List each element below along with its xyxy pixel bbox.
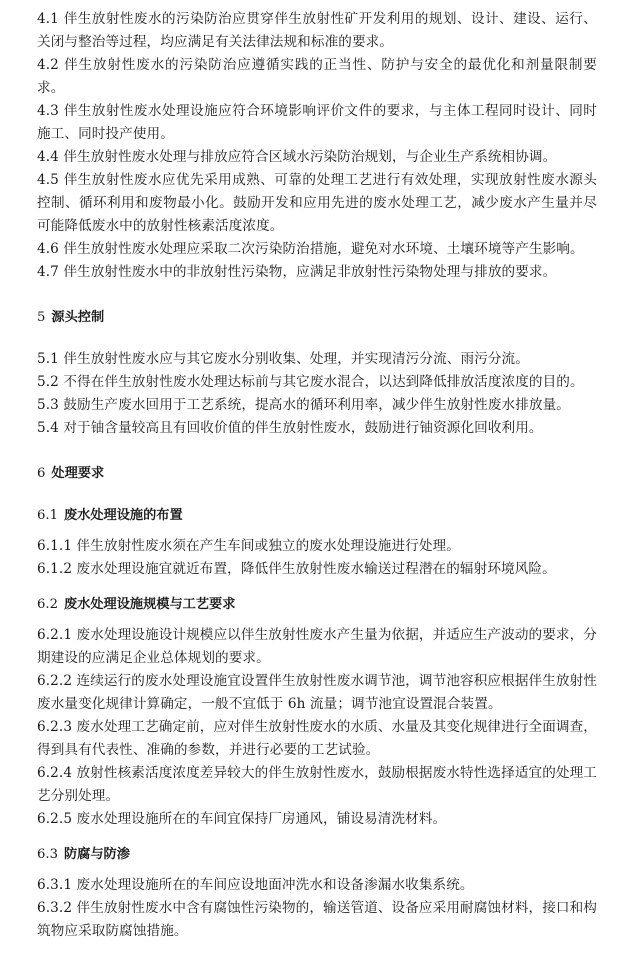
clause-6-1-1: 6.1.1 伴生放射性废水须在产生车间或独立的废水处理设施进行处理。 xyxy=(37,538,460,554)
clause-6-2-3: 6.2.3 废水处理工艺确定前，应对伴生放射性废水的水质、水量及其变化规律进行全面调查，得到具有代表性、准确的参数，并进行必要的工艺试验。 xyxy=(37,719,597,758)
clause-4-3: 4.3 伴生放射性废水处理设施应符合环境影响评价文件的要求，与主体工程同时设计、同时施工、同时投产使用。 xyxy=(37,103,597,142)
clause-4-2: 4.2 伴生放射性废水的污染防治应遵循实践的正当性、防护与安全的最优化和剂量限制要求。 xyxy=(37,57,597,96)
clause-5-3: 5.3 鼓励生产废水回用于工艺系统，提高水的循环利用率，减少伴生放射性废水排放量。 xyxy=(37,397,571,413)
clause-6-2-4: 6.2.4 放射性核素活度浓度差异较大的伴生放射性废水，鼓励根据废水特性选择适宜的处理工艺分别处理。 xyxy=(37,765,597,804)
clause-6-2-5: 6.2.5 废水处理设施所在的车间宜保持厂房通风，铺设易清洗材料。 xyxy=(37,811,447,827)
section-heading-5: 5 源头控制 xyxy=(37,310,105,325)
section-heading-6: 6 处理要求 xyxy=(37,466,105,481)
clause-4-6: 4.6 伴生放射性废水处理应采取二次污染防治措施，避免对水环境、土壤环境等产生影响。 xyxy=(37,241,584,257)
clause-6-1-2: 6.1.2 废水处理设施宜就近布置，降低伴生放射性废水输送过程潜在的辐射环境风险。 xyxy=(37,561,556,577)
clause-6-2-2: 6.2.2 连续运行的废水处理设施宜设置伴生放射性废水调节池，调节池容积应根据伴生放射性废水量变化规律计算确定，一般不宜低于 6h 流量；调节池宜设置混合装置。 xyxy=(37,673,597,712)
clause-6-2-1: 6.2.1 废水处理设施设计规模应以伴生放射性废水产生量为依据，并适应生产波动的要求，分期建设的应满足企业总体规划的要求。 xyxy=(37,627,597,666)
clause-4-4: 4.4 伴生放射性废水处理与排放应符合区域水污染防治规划，与企业生产系统相协调。 xyxy=(37,149,557,165)
clause-4-1: 4.1 伴生放射性废水的污染防治应贯穿伴生放射性矿开发利用的规划、设计、建设、运行、关闭与整治等过程，均应满足有关法律法规和标准的要求。 xyxy=(37,11,597,50)
document-page xyxy=(37,8,597,943)
clause-4-5: 4.5 伴生放射性废水应优先采用成熟、可靠的处理工艺进行有效处理，实现放射性废水源头控制、循环利用和废物最小化。鼓励开发和应用先进的废水处理工艺，减少废水产生量并尽可能降低废水中的放射性核素活度浓度。 xyxy=(37,172,597,234)
subsection-heading-6-1: 6.1 废水处理设施的布置 xyxy=(37,508,183,523)
clause-5-2: 5.2 不得在伴生放射性废水处理达标前与其它废水混合，以达到降低排放活度浓度的目的。 xyxy=(37,374,584,390)
subsection-heading-6-2: 6.2 废水处理设施规模与工艺要求 xyxy=(37,597,236,612)
clause-4-7: 4.7 伴生放射性废水中的非放射性污染物，应满足非放射性污染物处理与排放的要求。 xyxy=(37,264,557,280)
clause-6-3-1: 6.3.1 废水处理设施所在的车间应设地面冲洗水和设备渗漏水收集系统。 xyxy=(37,877,474,893)
subsection-heading-6-3: 6.3 防腐与防渗 xyxy=(37,847,130,862)
clause-5-1: 5.1 伴生放射性废水应与其它废水分别收集、处理，并实现清污分流、雨污分流。 xyxy=(37,351,529,367)
clause-5-4: 5.4 对于铀含量较高且有回收价值的伴生放射性废水，鼓励进行铀资源化回收利用。 xyxy=(37,420,543,436)
clause-6-3-2: 6.3.2 伴生放射性废水中含有腐蚀性污染物的，输送管道、设备应采用耐腐蚀材料，接口和构筑物应采取防腐蚀措施。 xyxy=(37,900,597,939)
